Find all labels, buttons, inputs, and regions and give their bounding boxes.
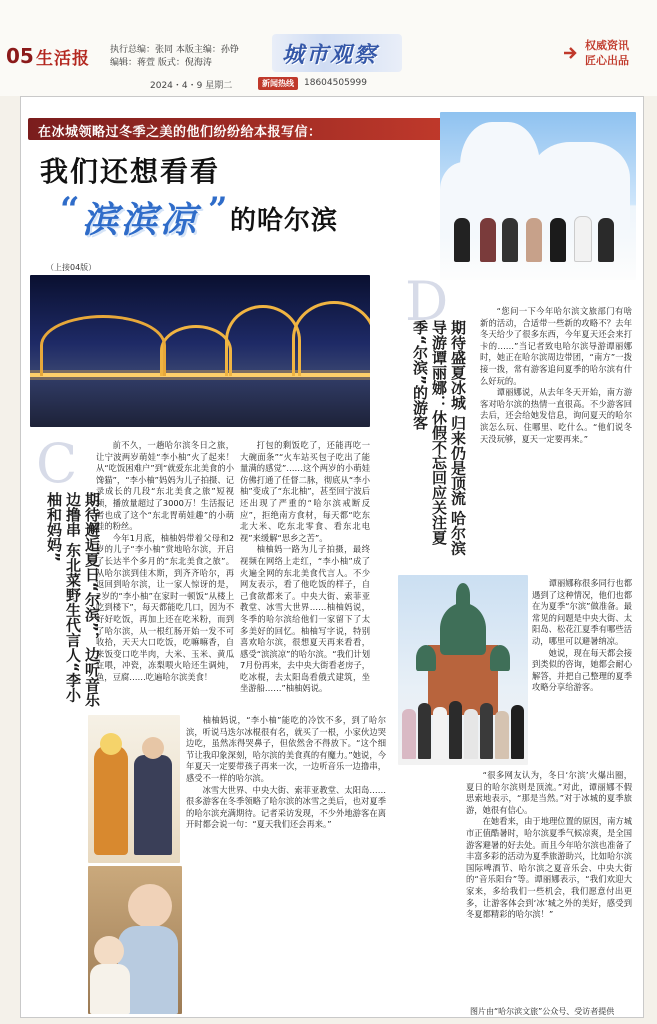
article-column-3	[186, 715, 386, 1015]
paragraph: 在她看来，由于地理位置的原因，南方城市正值酷暑时，哈尔滨夏季气候凉爽，是全国游客避暑的好去处。而且今年哈尔滨也准备了丰富多彩的活动为夏季旅游助兴，比如哈尔滨国际啤酒节、哈尔滨之夏音乐会、中央大街的“音乐阳台”等。谭丽娜表示，“我们欢迎大家来，多给我们一些机会，我们愿意付出更多，让游客体会到‘冰’城之外的美好，感受到冬夏都精彩的哈尔滨！”	[466, 816, 632, 920]
continued-note: （上接04版）	[46, 263, 97, 272]
headline-highlight: 滨滨凉	[82, 199, 200, 241]
article-column-5	[532, 578, 632, 768]
hotline-number: 18604505999	[304, 78, 367, 88]
paragraph: 谭丽娜称很多同行也都遇到了这种情况，他们也都在为夏季“尔滨”做准备。最常见的问题是中央大街、太阳岛、松花江夏季有哪些活动，哪里可以避暑纳凉。	[532, 578, 632, 646]
headline-quote-close: ”	[208, 190, 228, 230]
slogan-line-1: 权威资讯	[585, 39, 629, 52]
page-number: 05	[6, 44, 34, 68]
snow-sculpture-photo	[440, 112, 636, 280]
photo-credit: 图片由“哈尔滨文旅”公众号、受访者提供	[470, 1007, 615, 1016]
paragraph: 冰雪大世界、中央大街、索菲亚教堂、太阳岛……很多游客在冬季领略了哈尔滨的冰雪之美后，也对夏季的哈尔滨充满期待。记者采访发现，不少外地游客在离开时都会说一句：“夏天我们还会再来。”	[186, 784, 386, 830]
cathedral-photo	[398, 575, 528, 765]
editor-line-2: 编辑：蒋萱 版式：倪海涛	[110, 58, 212, 68]
slogan	[585, 38, 629, 68]
article-column-1	[96, 440, 234, 705]
newspaper-name: 生活报	[36, 49, 90, 69]
paragraph: 今年1月底，柚柚妈带着父母和2岁的儿子“李小柚”赏地哈尔滨，开启了长达半个多月的“东北美食之旅”。从哈尔滨到佳木斯，到齐齐哈尔，再返回到哈尔滨，让一家人惊讶的是，2岁的“李小柚”在家时一顿饭“从楼上吃到楼下”，每天都能吃几口，因为不好好吃饭，再加上还在吃米粉，而到了哈尔滨，从一根红肠开始一发不可收拾，天天大口吃饭，吃嘛嘛香，自来饭变口吃半肉，大米、玉米、黄瓜在喂，冲瓷，冻梨喂火哈还生调炖，鱼，豆腐……吃遍哈尔滨美食！	[96, 532, 234, 682]
editor-line-1: 执行总编：张同 本版主编：孙铮	[110, 45, 239, 55]
arrow-icon	[562, 44, 580, 62]
bridge-night-photo	[30, 275, 370, 427]
headline-part-3: 的哈尔滨	[230, 206, 339, 236]
paragraph: 谭丽娜说，从去年冬天开始，南方游客对哈尔滨的热情一直很高。不少游客回去后，还会给她发信息，询问夏天的哈尔滨怎么玩、住哪里、吃什么。“他们说冬天没玩够，夏天一定要再来。”	[480, 387, 632, 444]
paragraph: “您问一下今年哈尔滨文旅部门有啥新的活动，合适带一些新的攻略不？去年冬天给少了很多东西，今年夏天还会来打卡的……”当记者致电哈尔滨导游谭丽娜时，她正在哈尔滨周边带团，“南方”一拨接一拨，常有游客追问夏季的哈尔滨有什么好玩的。	[480, 306, 632, 386]
article-column-4	[480, 306, 632, 571]
subheadline-d: 期待盛夏冰城 归来仍是顶流 哈尔滨导游谭丽娜：休假不忘回应关注夏季“尔滨”的游客	[411, 320, 467, 556]
hotline-label: 新闻热线	[258, 77, 298, 90]
article-column-6	[466, 770, 632, 1010]
editor-credits	[110, 44, 270, 70]
slogan-line-2: 匠心出品	[585, 54, 629, 67]
issue-date: 2024・4・9 星期二	[150, 81, 233, 91]
mother-child-photo	[88, 866, 182, 1014]
subheadline-c: 期待邂逅夏日“尔滨”，边听音乐边撸串 东北菜野生代言人“李小柚和妈妈”	[45, 492, 101, 707]
paragraph: 柚柚妈说，“李小柚”能吃的冷饮不多，到了哈尔滨，听说马迭尔冰棍很有名，就买了一根，小家伙边哭边吃，虽然冻得哭鼻子，但依然舍不得放下。“这个细节让我印象深刻，哈尔滨的美食真的有魔力。”她说，今年夏天一定要带孩子再来一次，一边听音乐一边撸串，感受不一样的哈尔滨。	[186, 715, 386, 783]
headline-part-1: 我们还想看看	[40, 155, 221, 188]
mascot-photo	[88, 715, 180, 863]
paragraph: “很多网友认为，冬日‘尔滨’火爆出圈，夏日的哈尔滨则是顶流。”对此，谭丽娜不假思索地表示，“那是当然。”对于冰城的夏季旅游，她很有信心。	[466, 770, 632, 815]
paragraph: 前不久，一趟哈尔滨冬日之旅，让宁波两岁萌娃“李小柚”火了起来！从“吃饭困难户”到“就爱东北美食的小馋猫”，“李小柚”妈妈为儿子拍摄、记录成长的几段“东北美食之旅”短视频，播放量超过了3000万！生活报记者也成了这个“东北胃萌娃趣”的小萌娃的粉丝。	[96, 440, 234, 532]
paragraph: 打包的剩饭吃了，还能再吃一大碗面条”“火车站买包子吃出了能量满的感觉”……这个两岁的小萌娃仿佛打通了任督二脉，彻底从“李小柚”变成了“东北柚”，甚至回宁波后还出现了严重的“哈尔滨戒断反应”，拒绝南方食材，每天都“吃东北大米、吃东北零食、看东北电视”来缓解“思乡之苦”。	[240, 440, 370, 543]
section-title: 城市观察	[282, 43, 379, 68]
paragraph: 她说，现在每天都会接到类似的咨询，她都会耐心解答，并把自己整理的夏季攻略分享给游客。	[532, 647, 632, 693]
paragraph: 柚柚妈一路为儿子拍摄，最终视频在网络上走红，“李小柚”成了火遍全网的东北美食代言人。不少网友表示，看了他吃饭的样子，自己食欲都来了。中央大街、索菲亚教堂、冰雪大世界……柚柚妈说，冬季的哈尔滨给他们一家留下了太多美好的回忆。柚柚写字说，特别喜欢哈尔滨，很想夏天再来看看，感受“滨滨凉”的哈尔滨。“我们计划7月份再来，去中央大街看老房子，吃冰棍，去太阳岛看俄式建筑，坐坐游船……”柚柚妈说。	[240, 544, 370, 694]
section-letter-c: C	[36, 432, 78, 495]
section-letter-d: D	[405, 270, 449, 333]
intro-line: 在冰城领略过冬季之美的他们纷纷给本报写信：	[38, 125, 322, 140]
headline-quote-open: “	[60, 190, 80, 230]
